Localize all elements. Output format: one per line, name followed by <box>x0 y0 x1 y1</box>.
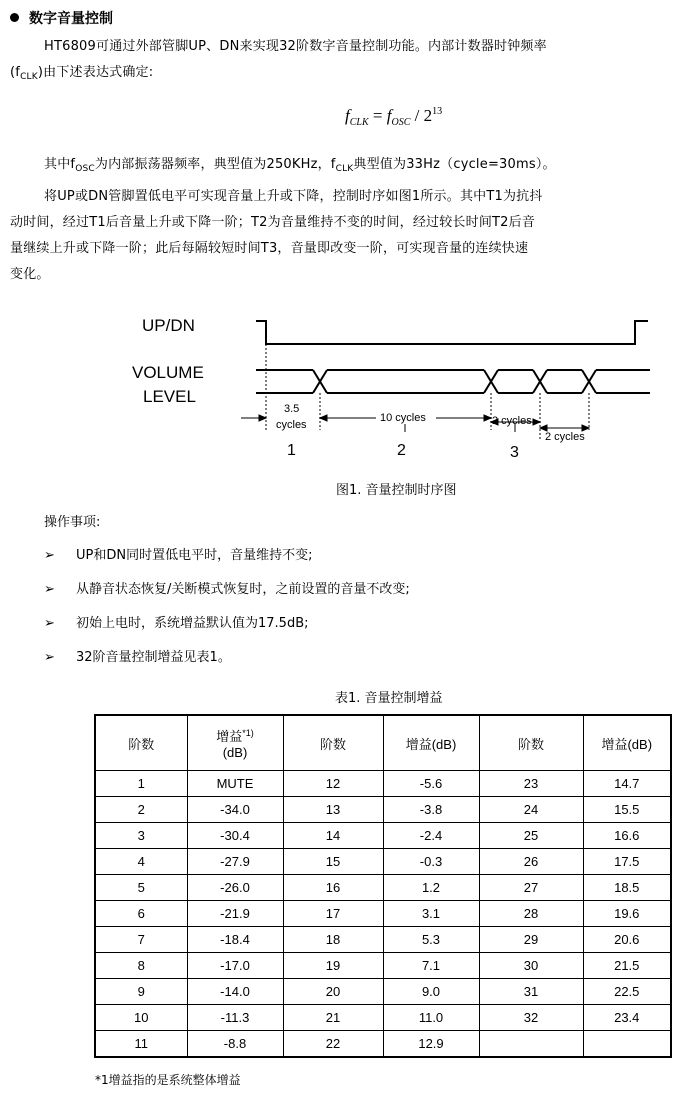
table-cell: -11.3 <box>187 1005 283 1031</box>
table-cell: 1.2 <box>383 875 479 901</box>
phase-marker-3: 3 <box>510 444 519 461</box>
table-cell: 9.0 <box>383 979 479 1005</box>
table-cell: 14 <box>283 823 383 849</box>
table-cell: 6 <box>95 901 187 927</box>
table-cell: 22.5 <box>583 979 671 1005</box>
phase-marker-1: 1 <box>287 442 296 459</box>
header-step-2: 阶数 <box>283 715 383 771</box>
table-row <box>95 927 671 953</box>
table-cell: 13 <box>283 797 383 823</box>
table-cell: 12 <box>283 771 383 797</box>
table-cell <box>479 1031 583 1058</box>
t1-label-2: cycles <box>276 419 307 431</box>
table-cell: 11 <box>95 1031 187 1058</box>
timing-para-line-4: 变化。 <box>10 267 50 282</box>
gain-table <box>94 714 672 1058</box>
note-item-4: ➢ 32阶音量控制增益见表1。 <box>44 650 231 665</box>
arrowhead-bullet-icon: ➢ <box>44 650 55 665</box>
table-cell: 9 <box>95 979 187 1005</box>
note-item-2: ➢ 从静音状态恢复/关断模式恢复时，之前设置的音量不改变; <box>44 582 410 597</box>
table-cell: 14.7 <box>583 771 671 797</box>
table-footnote: *1增益指的是系统整体增益 <box>95 1073 241 1087</box>
table-cell: -27.9 <box>187 849 283 875</box>
header-gain-3: 增益(dB) <box>583 715 671 771</box>
t3a-label: 2 cycles <box>492 415 532 427</box>
table-cell: 12.9 <box>383 1031 479 1058</box>
updn-waveform <box>256 321 648 344</box>
table-cell: 8 <box>95 953 187 979</box>
t1-label-1: 3.5 <box>284 403 300 415</box>
table-row <box>95 1031 671 1058</box>
table-cell: 28 <box>479 901 583 927</box>
arrowhead-bullet-icon: ➢ <box>44 616 55 631</box>
table-cell: 7.1 <box>383 953 479 979</box>
note-item-3: ➢ 初始上电时，系统增益默认值为17.5dB; <box>44 616 309 631</box>
table-cell: 23.4 <box>583 1005 671 1031</box>
table-cell: 5.3 <box>383 927 479 953</box>
table-cell: -18.4 <box>187 927 283 953</box>
table-row <box>95 823 671 849</box>
table-cell: 15.5 <box>583 797 671 823</box>
table-cell: 17 <box>283 901 383 927</box>
table-cell: -0.3 <box>383 849 479 875</box>
table-cell: 17.5 <box>583 849 671 875</box>
table-cell: MUTE <box>187 771 283 797</box>
table-cell: 20.6 <box>583 927 671 953</box>
table-cell: 7 <box>95 927 187 953</box>
table-cell: -26.0 <box>187 875 283 901</box>
table-cell: 18 <box>283 927 383 953</box>
table-row <box>95 953 671 979</box>
table-cell: 19 <box>283 953 383 979</box>
table-cell: 2 <box>95 797 187 823</box>
table-cell: 20 <box>283 979 383 1005</box>
table-cell: -34.0 <box>187 797 283 823</box>
timing-diagram <box>0 300 678 470</box>
table-row <box>95 797 671 823</box>
updn-label: UP/DN <box>142 316 195 335</box>
table-cell: 25 <box>479 823 583 849</box>
phase-marker-2: 2 <box>397 442 406 459</box>
table-cell: 11.0 <box>383 1005 479 1031</box>
table-cell: -30.4 <box>187 823 283 849</box>
t2-label: 10 cycles <box>380 412 426 424</box>
arrowhead-bullet-icon: ➢ <box>44 582 55 597</box>
table-header-row <box>95 715 671 771</box>
intro-line-2: $(f_{CLK})$由下述表达式确定: <box>10 65 154 82</box>
table-row <box>95 849 671 875</box>
table-cell: 15 <box>283 849 383 875</box>
table-row <box>95 771 671 797</box>
table-cell: 19.6 <box>583 901 671 927</box>
table-cell: 4 <box>95 849 187 875</box>
table-cell: -14.0 <box>187 979 283 1005</box>
filled-circle-bullet-icon <box>10 13 19 22</box>
table-row <box>95 901 671 927</box>
table-cell: 23 <box>479 771 583 797</box>
header-gain-2: 增益(dB) <box>383 715 479 771</box>
table-cell: 10 <box>95 1005 187 1031</box>
table-cell: -3.8 <box>383 797 479 823</box>
t3b-label: 2 cycles <box>545 431 585 443</box>
intro-line-1: HT6809可通过外部管脚UP、DN来实现32阶数字音量控制功能。内部计数器时钟频率 <box>44 39 547 54</box>
header-step-3: 阶数 <box>479 715 583 771</box>
table-cell: 27 <box>479 875 583 901</box>
section-title-text: 数字音量控制 <box>29 11 113 27</box>
clock-formula: $f_{CLK} = f_{OSC} / 2^{13}$ <box>345 106 443 128</box>
section-title <box>10 8 113 28</box>
table-cell: -8.8 <box>187 1031 283 1058</box>
note-item-1: ➢ UP和DN同时置低电平时，音量维持不变; <box>44 548 313 563</box>
table-cell: 26 <box>479 849 583 875</box>
table-cell: 3 <box>95 823 187 849</box>
volume-waveform <box>256 370 650 393</box>
timing-para-line-2: 动时间，经过T1后音量上升或下降一阶；T2为音量维持不变的时间，经过较长时间T2后音 <box>10 215 536 230</box>
table-cell <box>583 1031 671 1058</box>
table-cell: 30 <box>479 953 583 979</box>
table-cell: 29 <box>479 927 583 953</box>
figure-caption: 图1. 音量控制时序图 <box>336 483 457 498</box>
table-cell: 16 <box>283 875 383 901</box>
table-cell: 16.6 <box>583 823 671 849</box>
volume-label-1: VOLUME <box>132 363 204 382</box>
osc-paragraph: 其中$f_{OSC}$为内部振荡器频率，典型值为250KHz，$f_{CLK}$典型值为33Hz（cycle=30ms）。 <box>44 157 556 174</box>
table-cell: -2.4 <box>383 823 479 849</box>
notes-heading: 操作事项: <box>44 515 101 530</box>
table-cell: 21.5 <box>583 953 671 979</box>
table-cell: 18.5 <box>583 875 671 901</box>
table-cell: 32 <box>479 1005 583 1031</box>
table-cell: 21 <box>283 1005 383 1031</box>
volume-label-2: LEVEL <box>143 387 196 406</box>
table-cell: 3.1 <box>383 901 479 927</box>
table-cell: 22 <box>283 1031 383 1058</box>
table-cell: 24 <box>479 797 583 823</box>
table-cell: 31 <box>479 979 583 1005</box>
timing-para-line-1: 将UP或DN管脚置低电平可实现音量上升或下降，控制时序如图1所示。其中T1为抗抖 <box>44 189 543 204</box>
table-row <box>95 875 671 901</box>
table-row <box>95 979 671 1005</box>
table-cell: -5.6 <box>383 771 479 797</box>
table-cell: -21.9 <box>187 901 283 927</box>
table-cell: 5 <box>95 875 187 901</box>
header-gain-1: 增益$^{*1)}$ (dB) <box>187 715 283 771</box>
header-step-1: 阶数 <box>95 715 187 771</box>
table-cell: 1 <box>95 771 187 797</box>
table-row <box>95 1005 671 1031</box>
timing-para-line-3: 量继续上升或下降一阶；此后每隔较短时间T3，音量即改变一阶，可实现音量的连续快速 <box>10 241 529 256</box>
table-cell: -17.0 <box>187 953 283 979</box>
table-caption: 表1. 音量控制增益 <box>335 691 443 706</box>
arrowhead-bullet-icon: ➢ <box>44 548 55 563</box>
